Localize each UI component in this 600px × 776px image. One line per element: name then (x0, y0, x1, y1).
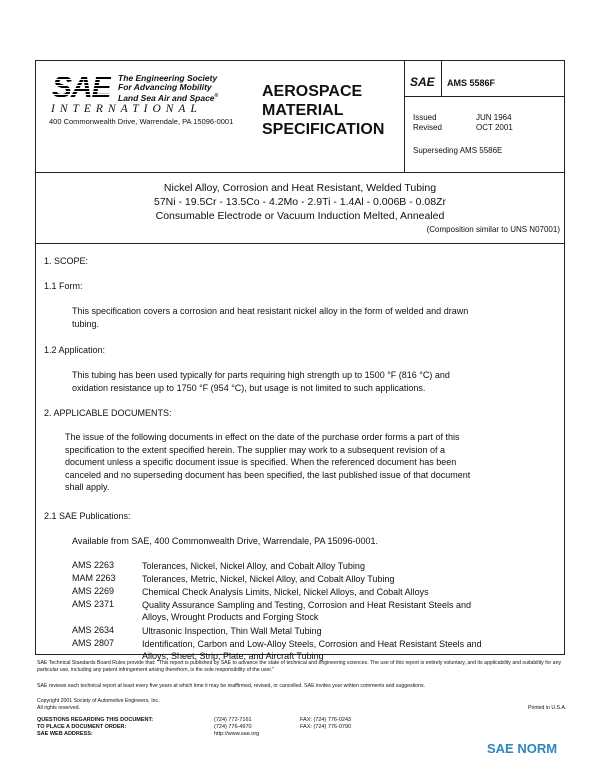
ams-box-vertical (441, 60, 442, 96)
uns-composition-note: (Composition similar to UNS N07001) (426, 225, 560, 234)
issued-label: Issued (413, 113, 437, 122)
section-1-1-heading: 1.1 Form: (44, 281, 83, 291)
international-wordmark: INTERNATIONAL (51, 103, 202, 115)
questions-label: QUESTIONS REGARDING THIS DOCUMENT: (37, 717, 154, 723)
ams-box-divider (404, 96, 565, 97)
sae-small-logo: SAE (410, 75, 435, 89)
title-divider (35, 243, 565, 244)
sae-logo: SAE (52, 71, 111, 104)
revised-date: OCT 2001 (476, 123, 513, 132)
issued-date: JUN 1964 (476, 113, 512, 122)
material-title: Nickel Alloy, Corrosion and Heat Resistant, Welded Tubing (163, 182, 437, 194)
sae-standards-notice: SAE Technical Standards Board Rules provide that: "This report is published by SAE to advance the state of technical and engineering sciences. The use of this report is entirely voluntary, and its applicability and suitability for any particular use, including any patent infringement arising therefrom, is the sole responsibility of the user." (37, 660, 562, 673)
section-2-heading: 2. APPLICABLE DOCUMENTS: (44, 408, 172, 418)
reference-code: AMS 2269 (72, 586, 115, 596)
sae-review-notice: SAE reviews each technical report at least every five years at which time it may be reaffirmed, revised, or cancelled. SAE invites your written comments and suggestions. (37, 683, 425, 689)
questions-phone: (724) 772-7161 (214, 717, 252, 723)
reference-title: Tolerances, Metric, Nickel, Nickel Alloy, and Cobalt Alloy Tubing (142, 574, 395, 584)
questions-fax: FAX: (724) 776-0243 (300, 717, 352, 723)
reference-code: AMS 2263 (72, 560, 115, 570)
reference-title: Tolerances, Nickel, Nickel Alloy, and Cobalt Alloy Tubing (142, 561, 365, 571)
rights-notice: All rights reserved. (37, 705, 80, 711)
web-label: SAE WEB ADDRESS: (37, 731, 93, 737)
reference-code: MAM 2263 (72, 573, 116, 583)
superseding-note: Superseding AMS 5586E (413, 146, 503, 155)
header-divider (35, 172, 565, 173)
ams-number: AMS 5586F (447, 78, 496, 88)
reference-title: Chemical Check Analysis Limits, Nickel, Nickel Alloys, and Cobalt Alloys (142, 587, 429, 597)
order-fax: FAX: (724) 776-0790 (300, 724, 352, 730)
sae-address: 400 Commonwealth Drive, Warrendale, PA 15096-0001 (49, 117, 234, 126)
printed-notice: Printed in U.S.A. (528, 705, 567, 711)
material-composition: 57Ni - 19.5Cr - 13.5Co - 4.2Mo - 2.9Ti - 1.4Al - 0.006B - 0.08Zr (154, 196, 446, 208)
reference-code: AMS 2634 (72, 625, 115, 635)
reference-code: AMS 2371 (72, 599, 115, 609)
header-vertical-divider (404, 60, 405, 172)
section-1-1-text: This specification covers a corrosion and heat resistant nickel alloy in the form of welded and drawn tubing. (72, 306, 469, 329)
reference-code: AMS 2807 (72, 638, 115, 648)
sae-tagline: The Engineering Society For Advancing Mobility Land Sea Air and Space® (118, 73, 219, 103)
section-2-1-text: Available from SAE, 400 Commonwealth Drive, Warrendale, PA 15096-0001. (72, 536, 378, 546)
revised-label: Revised (413, 123, 442, 132)
document-type-title: AEROSPACE MATERIAL SPECIFICATION (262, 83, 385, 138)
order-phone: (724) 776-4970 (214, 724, 252, 730)
sae-norm-watermark: SAE NORM (487, 741, 558, 756)
section-2-1-heading: 2.1 SAE Publications: (44, 511, 131, 521)
reference-title: Identification, Carbon and Low-Alloy Steels, Corrosion and Heat Resistant Steels and Alloys, Sheet, Strip, Plate, and Aircraft Tubing (142, 639, 482, 661)
section-1-heading: 1. SCOPE: (44, 256, 89, 266)
copyright-notice: Copyright 2001 Society of Automotive Engineers, Inc. (37, 698, 160, 704)
material-melt-condition: Consumable Electrode or Vacuum Induction Melted, Annealed (155, 210, 445, 222)
web-url[interactable]: http://www.sae.org (214, 731, 260, 737)
reference-title: Ultrasonic Inspection, Thin Wall Metal Tubing (142, 626, 322, 636)
reference-title: Quality Assurance Sampling and Testing, Corrosion and Heat Resistant Steels and Alloys, Wrought Products and Forging Stock (142, 600, 472, 622)
section-1-2-text: This tubing has been used typically for parts requiring high strength up to 1500 °F (816 °C) and oxidation resistance up to 1750 °F (954 °C), but usage is not limited to such applications. (72, 370, 450, 393)
section-1-2-heading: 1.2 Application: (44, 345, 106, 355)
order-label: TO PLACE A DOCUMENT ORDER: (37, 724, 127, 730)
section-2-text: The issue of the following documents in effect on the date of the purchase order forms a part of this specification to the extent specified herein. The supplier may work to a subsequent revision of a document unless a specific document issue is specified. When the referenced document has been canceled and no superseding document has been specified, the last published issue of that document shall apply. (65, 432, 471, 492)
